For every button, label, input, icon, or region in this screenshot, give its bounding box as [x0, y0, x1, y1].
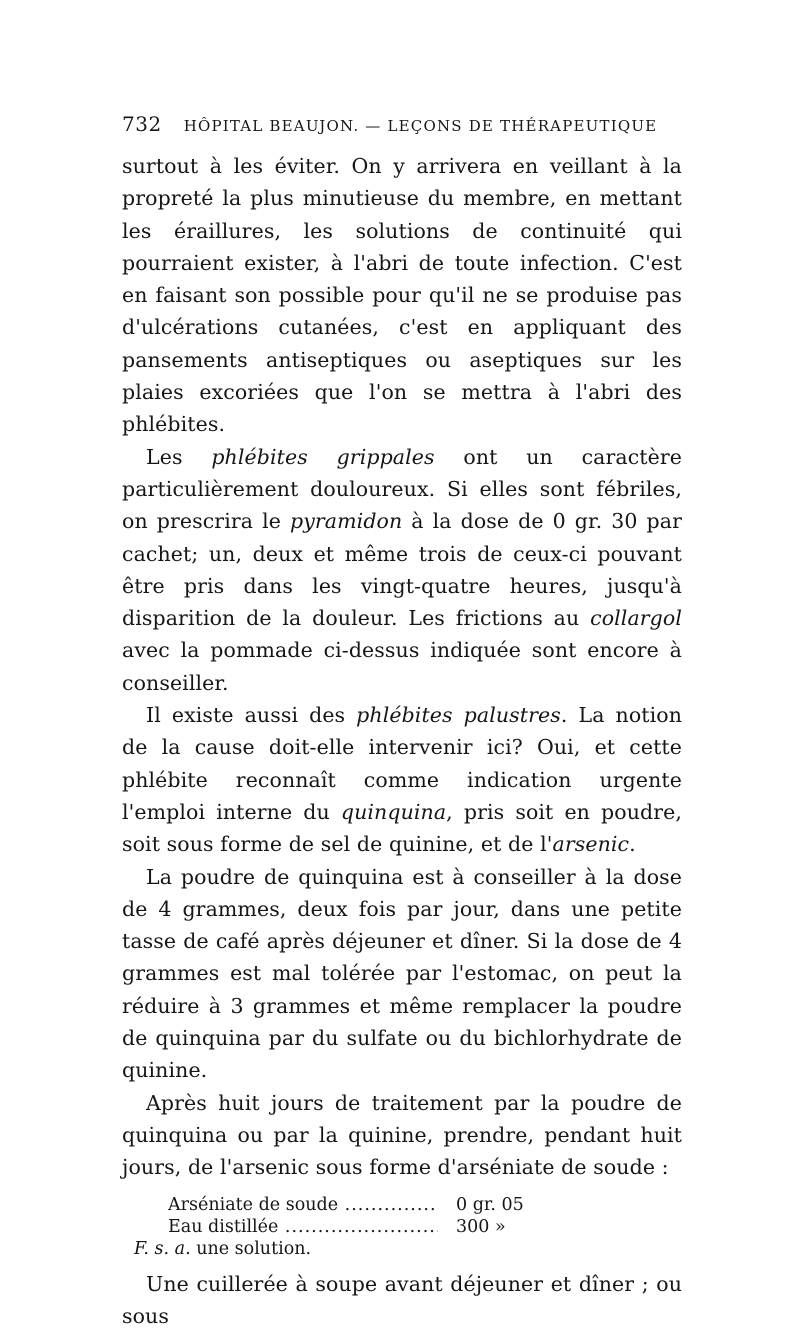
paragraph-3	[122, 699, 682, 860]
italic-term: phlébites grippales	[211, 445, 434, 469]
running-title: HÔPITAL BEAUJON. — LEÇONS DE THÉRAPEUTIQUE	[184, 117, 658, 135]
body-text	[122, 150, 682, 1332]
italic-term: quinquina	[341, 800, 446, 824]
ingredient-name: Eau distillée .....	[168, 1216, 438, 1238]
paragraph-2	[122, 441, 682, 699]
formula-abbrev: F. s. a.	[134, 1239, 191, 1259]
ingredient-name: Arséniate de soude .....	[168, 1194, 438, 1216]
text-run: , pris soit en poudre, soit sous forme de sel de quinine, et de l'	[122, 800, 682, 856]
ingredient-dose: 0 gr. 05	[438, 1194, 524, 1216]
paragraph-6: Une cuillerée à soupe avant déjeuner et dîner ; ou sous	[122, 1268, 682, 1332]
italic-term: pyramidon	[290, 509, 402, 533]
ingredient-dose: 300 »	[438, 1216, 506, 1238]
text-run: Il existe aussi des	[146, 703, 356, 727]
paragraph-4: La poudre de quinquina est à conseiller à la dose de 4 grammes, deux fois par jour, dans une petite tasse de café après déjeuner et dîner. Si la dose de 4 grammes est mal tolérée par l'estomac, on peut la réduire à 3 grammes et même remplacer la poudre de quinquina par du sulfate ou du bichlorhydrate de quinine.	[122, 861, 682, 1087]
paragraph-1: surtout à les éviter. On y arrivera en veillant à la propreté la plus minutieuse du membre, en mettant les éraillures, les solutions de continuité qui pourraient exister, à l'abri de toute infection. C'est en faisant son possible pour qu'il ne se produise pas d'ulcérations cutanées, c'est en appliquant des pansements antiseptiques ou aseptiques sur les plaies excoriées que l'on se mettra à l'abri des phlébites.	[122, 150, 682, 441]
text-run: avec la pommade ci-dessus indiquée sont encore à conseiller.	[122, 638, 682, 694]
text-run: ont un caractère particulièrement douloureux. Si elles sont fébriles, on prescrira le	[122, 445, 682, 534]
page-number: 732	[122, 112, 162, 136]
paragraph-5: Après huit jours de traitement par la poudre de quinquina ou par la quinine, prendre, pendant huit jours, de l'arsenic sous forme d'arséniate de soude :	[122, 1087, 682, 1184]
formula-row	[122, 1216, 682, 1238]
italic-term: phlébites palustres	[356, 703, 561, 727]
running-head	[122, 112, 682, 142]
text-run: .	[629, 832, 636, 856]
text-run: Les	[146, 445, 211, 469]
prescription-formula	[122, 1194, 682, 1260]
text-run: . La notion de la cause doit-elle intervenir ici? Oui, et cette phlébite reconnaît comme indication urgente l'emploi interne du	[122, 703, 682, 824]
formula-row	[122, 1194, 682, 1216]
book-page	[122, 112, 682, 1332]
formula-note-text: une solution.	[191, 1239, 311, 1259]
italic-term: arsenic	[553, 832, 630, 856]
text-run: à la dose de 0 gr. 30 par cachet; un, deux et même trois de ceux-ci pouvant être pris dans les vingt-quatre heures, jusqu'à disparition de la douleur. Les frictions au	[122, 509, 682, 630]
italic-term: collargol	[590, 606, 682, 630]
formula-note	[122, 1238, 682, 1260]
